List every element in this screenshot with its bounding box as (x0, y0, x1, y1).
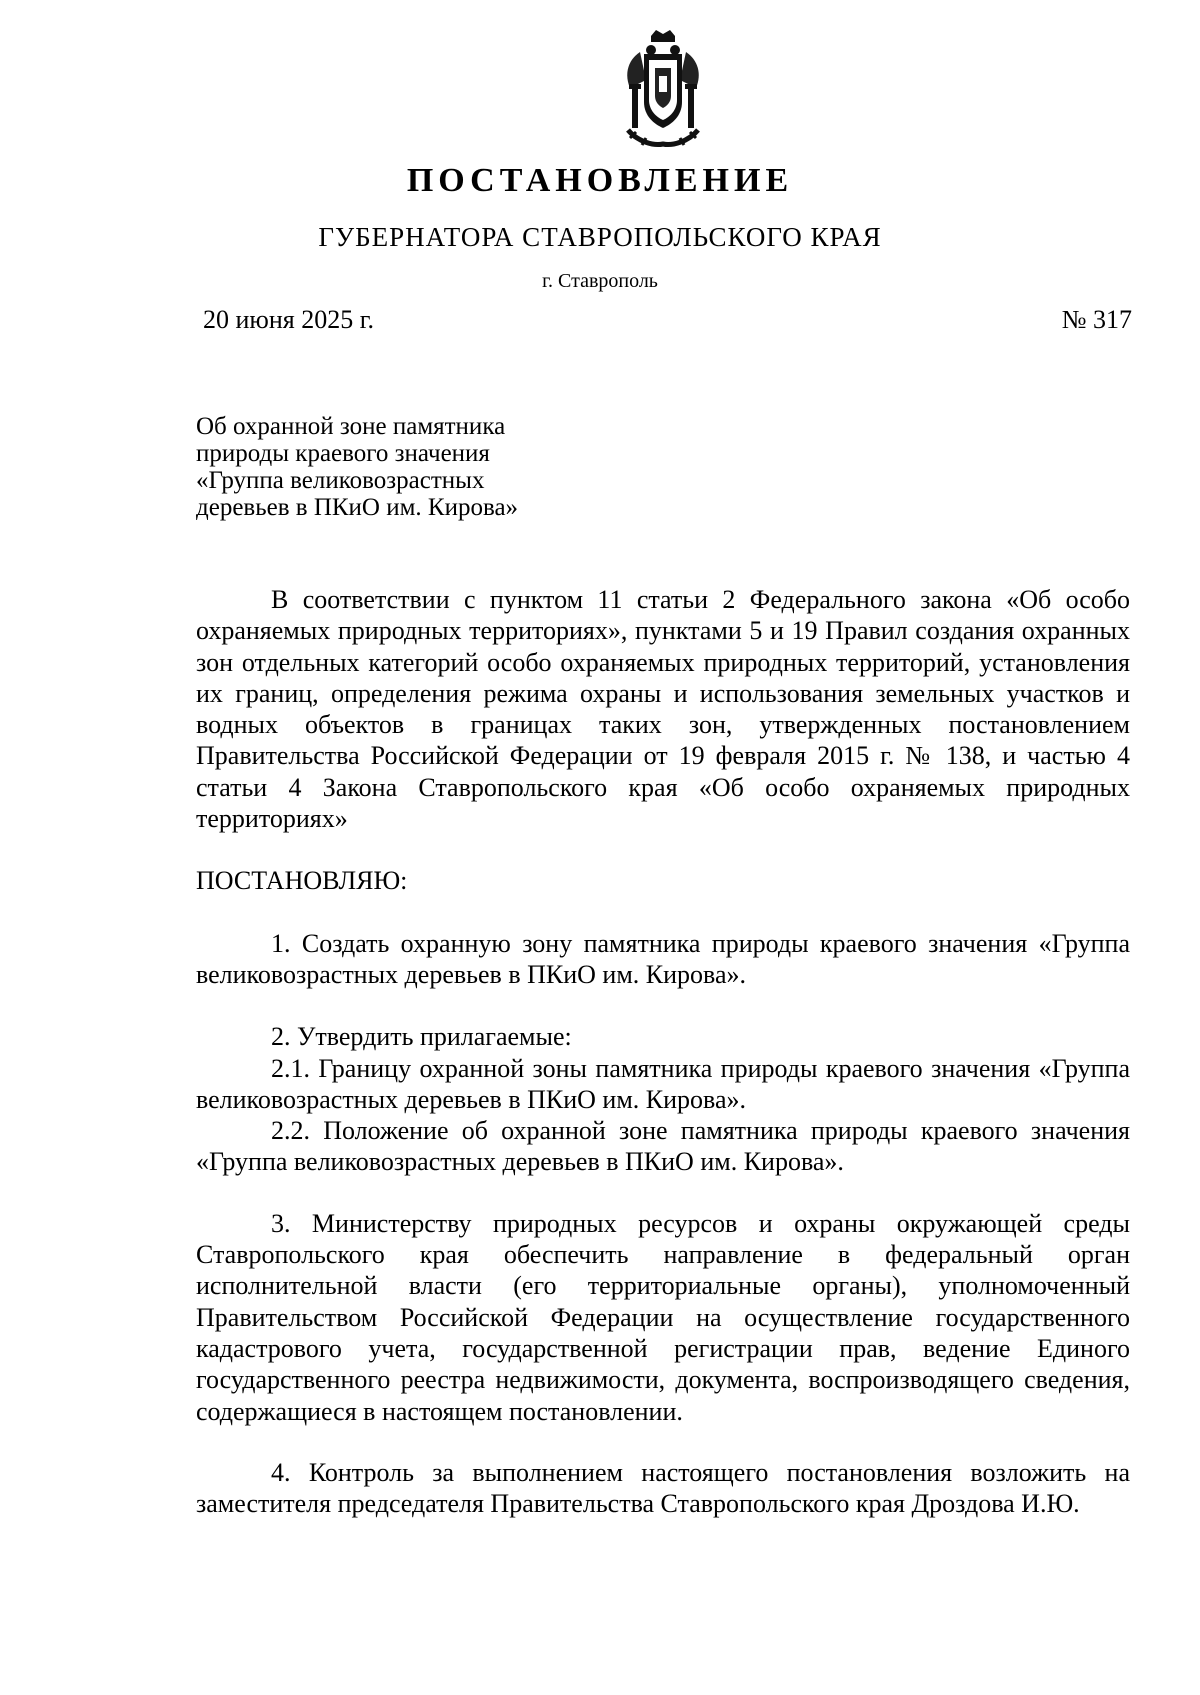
city-label: г. Ставрополь (542, 270, 658, 292)
decree-word: ПОСТАНОВЛЯЮ: (196, 866, 408, 896)
clause-1: 1. Создать охранную зону памятника природы краевого значения «Группа великовозрастных деревьев в ПКиО им. Кирова». (196, 928, 1130, 989)
stavropol-krai-coat-of-arms-icon (618, 30, 708, 150)
subject-line: природы краевого значения (196, 440, 490, 467)
document-subject (196, 413, 616, 521)
issuer-heading: ГУБЕРНАТОРА СТАВРОПОЛЬСКОГО КРАЯ (318, 222, 882, 252)
clause-4: 4. Контроль за выполнением настоящего постановления возложить на заместителя председателя Правительства Ставропольского края Дроздова И.Ю. (196, 1457, 1130, 1519)
subject-line: «Группа великовозрастных (196, 467, 485, 494)
subject-line: деревьев в ПКиО им. Кирова» (196, 494, 519, 521)
preamble-paragraph: В соответствии с пунктом 11 статьи 2 Федерального закона «Об особо охраняемых природных территориях», пунктами 5 и 19 Правил создания охранных зон отдельных категорий особо охраняемых природных территорий, установления их границ, определения режима охраны и использования земельных участков и водных объектов в границах таких зон, утвержденных постановлением Правительства Российской Федерации от 19 февраля 2015 г. № 138, и частью 4 статьи 4 Закона Ставропольского края «Об особо охраняемых природных территориях» (196, 585, 1130, 834)
document-type-heading: ПОСТАНОВЛЕНИЕ (406, 162, 794, 199)
document-body (196, 584, 1130, 1519)
document-number: № 317 (1061, 305, 1132, 334)
clause-2-2: 2.2. Положение об охранной зоне памятника природы краевого значения «Группа великовозрастных деревьев в ПКиО им. Кирова». (196, 1116, 1130, 1177)
clause-2-1: 2.1. Границу охранной зоны памятника природы краевого значения «Группа великовозрастных деревьев в ПКиО им. Кирова». (196, 1053, 1130, 1114)
clause-3: 3. Министерству природных ресурсов и охраны окружающей среды Ставропольского края обеспечить направление в федеральный орган исполнительной власти (его территориальные органы), уполномоченный Правительством Российской Федерации на осуществление государственного кадастрового учета, государственной регистрации прав, ведение Единого государственного реестра недвижимости, документа, воспроизводящего сведения, содержащиеся в настоящем постановлении. (196, 1208, 1130, 1426)
subject-line: Об охранной зоне памятника (196, 413, 506, 440)
clause-2: 2. Утвердить прилагаемые: (271, 1022, 572, 1052)
document-date: 20 июня 2025 г. (203, 305, 374, 334)
